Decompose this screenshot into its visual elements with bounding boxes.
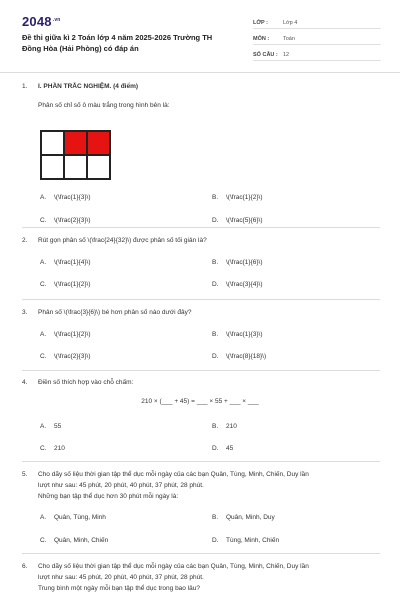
question-text: Điền số thích hợp vào chỗ chấm: — [38, 379, 134, 386]
option-a[interactable] — [40, 194, 91, 201]
option-d[interactable] — [212, 281, 263, 288]
option-letter: B. — [212, 259, 219, 266]
meta-subject-label: MÔN : — [253, 36, 270, 42]
option-text: \(\frac{8}{18}\) — [226, 353, 267, 360]
option-d[interactable] — [212, 445, 233, 452]
option-text: \(\frac{1}{4}\) — [54, 259, 91, 266]
option-text: 55 — [54, 423, 62, 430]
question-text-line: Trung bình một ngày mỗi bạn tập thể dục trong bao lâu? — [38, 585, 201, 592]
option-letter: A. — [40, 194, 47, 201]
brand-suffix: .vn — [52, 16, 61, 23]
option-text: \(\frac{3}{4}\) — [226, 281, 263, 288]
option-letter: A. — [40, 259, 47, 266]
question-text-line: Những bạn tập thể dục hơn 30 phút mỗi ngày là: — [38, 493, 179, 500]
meta-class-label: LỚP : — [253, 20, 268, 26]
option-a[interactable] — [40, 331, 91, 338]
option-text: Tùng, Minh, Chiến — [226, 537, 280, 544]
divider — [22, 370, 380, 371]
option-text: \(\frac{2}{3}\) — [54, 217, 91, 224]
option-text: 45 — [226, 445, 234, 452]
option-b[interactable] — [212, 259, 263, 266]
grid-cell-filled — [64, 131, 87, 155]
option-b[interactable] — [212, 194, 263, 201]
option-text: \(\frac{5}{6}\) — [226, 217, 263, 224]
option-text: \(\frac{1}{2}\) — [54, 281, 91, 288]
grid-cell — [41, 131, 64, 155]
question-text: Phân số \(\frac{3}{6}\) bé hơn phân số nào dưới đây? — [38, 309, 192, 316]
question-number: 2. — [22, 237, 28, 244]
fill-in-formula: 210 × (___ + 45) = ___ × 55 + ___ × ___ — [141, 398, 259, 405]
option-text: \(\frac{1}{6}\) — [226, 259, 263, 266]
option-text: \(\frac{2}{3}\) — [54, 353, 91, 360]
option-letter: C. — [40, 537, 47, 544]
meta-subject-row — [253, 30, 381, 45]
grid-cell — [41, 155, 64, 179]
option-d[interactable] — [212, 217, 263, 224]
grid-cell — [87, 155, 110, 179]
option-c[interactable] — [40, 537, 108, 544]
exam-meta — [253, 14, 381, 62]
question-text — [38, 469, 380, 502]
question-text: Phân số chỉ số ô màu trắng trong hình bên là: — [38, 102, 170, 109]
option-d[interactable] — [212, 537, 279, 544]
option-c[interactable] — [40, 217, 91, 224]
page-header — [0, 0, 400, 73]
question-number: 5. — [22, 471, 28, 478]
grid-cell-filled — [87, 131, 110, 155]
option-letter: D. — [212, 281, 219, 288]
option-letter: A. — [40, 514, 47, 521]
question-number: 6. — [22, 563, 28, 570]
option-b[interactable] — [212, 331, 263, 338]
question-text-line: lượt như sau: 45 phút, 20 phút, 40 phút, 37 phút, 28 phút. — [38, 482, 204, 489]
question-text-line: Cho dãy số liệu thời gian tập thể dục mỗi ngày của các bạn Quân, Tùng, Minh, Chiến, Duy lần — [38, 563, 309, 570]
option-letter: C. — [40, 217, 47, 224]
option-letter: C. — [40, 445, 47, 452]
meta-count-label: SỐ CÂU : — [253, 52, 278, 58]
option-letter: C. — [40, 353, 47, 360]
question-text — [38, 561, 380, 594]
option-text: 210 — [226, 423, 237, 430]
meta-count-row — [253, 46, 381, 61]
fraction-grid — [40, 130, 111, 180]
divider — [22, 227, 380, 228]
option-b[interactable] — [212, 423, 237, 430]
option-text: \(\frac{1}{2}\) — [226, 194, 263, 201]
option-text: \(\frac{1}{3}\) — [54, 194, 91, 201]
option-letter: B. — [212, 514, 219, 521]
option-text: Quân, Tùng, Minh — [54, 514, 106, 521]
option-c[interactable] — [40, 445, 65, 452]
option-a[interactable] — [40, 259, 91, 266]
option-letter: B. — [212, 194, 219, 201]
option-letter: D. — [212, 537, 219, 544]
divider — [22, 461, 380, 462]
meta-count-value: 12 — [283, 52, 290, 58]
meta-subject-value: Toán — [283, 36, 295, 42]
option-letter: B. — [212, 423, 219, 430]
option-c[interactable] — [40, 353, 91, 360]
brand-logo[interactable] — [22, 14, 61, 29]
question-number: 1. — [22, 83, 28, 90]
meta-class-value: Lớp 4 — [283, 20, 298, 26]
option-text: Quân, Minh, Chiến — [54, 537, 109, 544]
option-a[interactable] — [40, 423, 61, 430]
option-letter: D. — [212, 217, 219, 224]
option-b[interactable] — [212, 514, 275, 521]
divider — [22, 553, 380, 554]
question-text-line: Cho dãy số liệu thời gian tập thể dục mỗi ngày của các bạn Quân, Tùng, Minh, Chiến, Duy lần — [38, 471, 309, 478]
option-letter: D. — [212, 445, 219, 452]
question-text-line: lượt như sau: 45 phút, 20 phút, 40 phút, 37 phút, 28 phút. — [38, 574, 204, 581]
question-text: Rút gọn phân số \(\frac{24}{32}\) được phân số tối giản là? — [38, 237, 207, 244]
option-text: Quân, Minh, Duy — [226, 514, 275, 521]
option-d[interactable] — [212, 353, 266, 360]
option-a[interactable] — [40, 514, 106, 521]
option-text: \(\frac{1}{2}\) — [54, 331, 91, 338]
option-letter: A. — [40, 423, 47, 430]
grid-cell — [64, 155, 87, 179]
option-letter: B. — [212, 331, 219, 338]
option-text: 210 — [54, 445, 65, 452]
option-letter: C. — [40, 281, 47, 288]
divider — [22, 299, 380, 300]
section-title: I. PHẦN TRẮC NGHIỆM. (4 điểm) — [38, 83, 139, 90]
option-c[interactable] — [40, 281, 91, 288]
question-number: 4. — [22, 379, 28, 386]
meta-class-row — [253, 14, 381, 29]
question-number: 3. — [22, 309, 28, 316]
option-letter: A. — [40, 331, 47, 338]
option-letter: D. — [212, 353, 219, 360]
brand-name: 2048 — [22, 14, 52, 29]
exam-title: Đề thi giữa kì 2 Toán lớp 4 năm 2025-2026 Trường TH Đồng Hòa (Hải Phòng) có đáp án — [22, 33, 213, 53]
option-text: \(\frac{1}{3}\) — [226, 331, 263, 338]
